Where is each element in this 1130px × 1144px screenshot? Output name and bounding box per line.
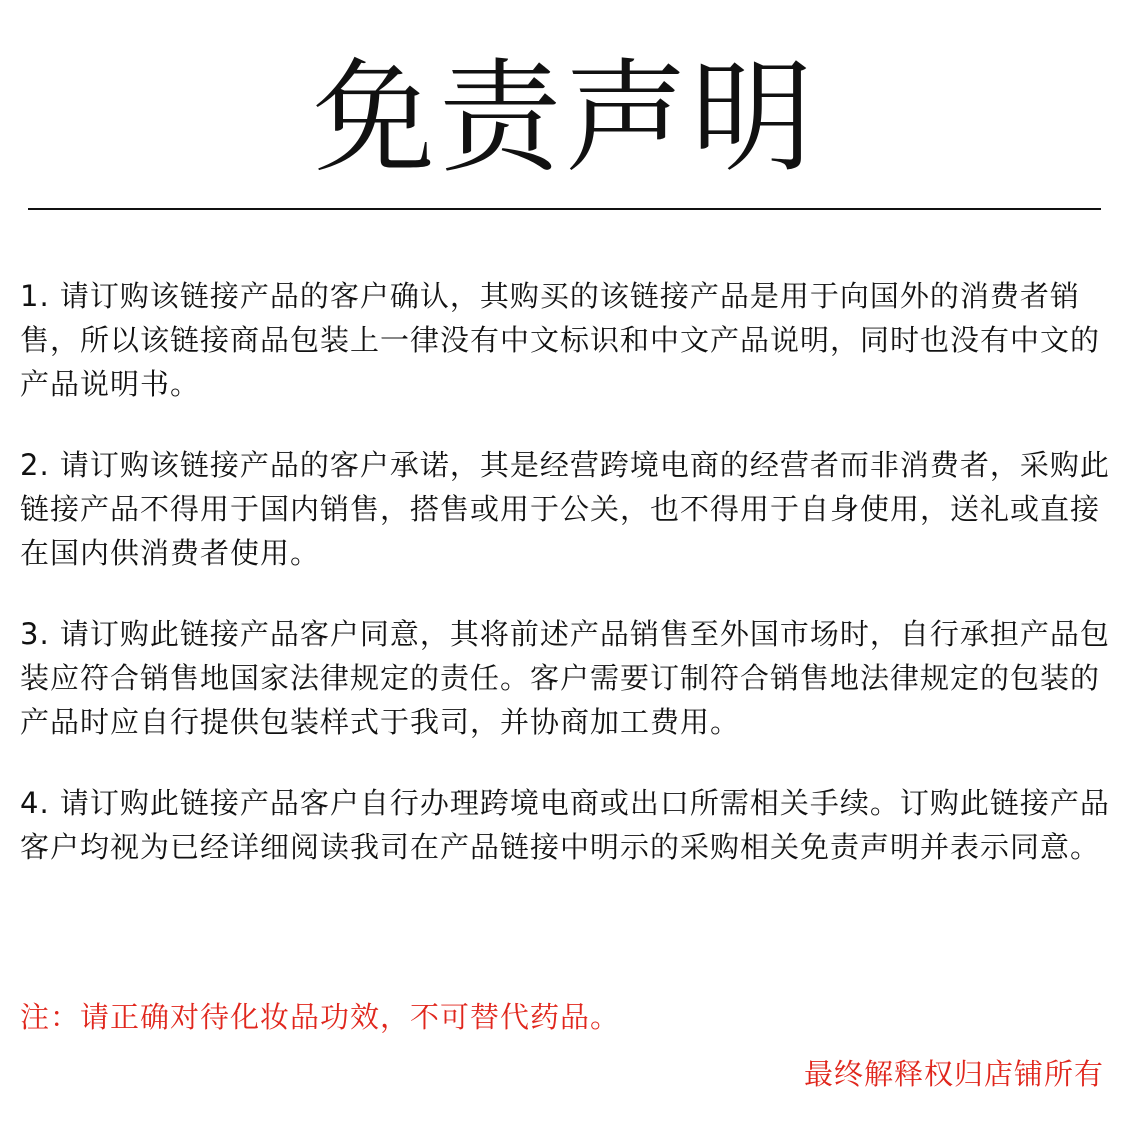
title-divider [28, 208, 1101, 210]
disclaimer-clauses [20, 274, 1112, 906]
final-interpretation-footer: 最终解释权归店铺所有 [803, 1057, 1104, 1091]
clause-2: 2. 请订购该链接产品的客户承诺，其是经营跨境电商的经营者而非消费者，采购此链接产品不得用于国内销售，搭售或用于公关，也不得用于自身使用，送礼或直接在国内供消费者使用。 [20, 448, 1110, 570]
cosmetics-note: 注：请正确对待化妆品功效，不可替代药品。 [20, 1000, 621, 1034]
clause-4: 4. 请订购此链接产品客户自行办理跨境电商或出口所需相关手续。订购此链接产品客户均视为已经详细阅读我司在产品链接中明示的采购相关免责声明并表示同意。 [20, 786, 1110, 864]
clause-3: 3. 请订购此链接产品客户同意，其将前述产品销售至外国市场时，自行承担产品包装应符合销售地国家法律规定的责任。客户需要订制符合销售地法律规定的包装的产品时应自行提供包装样式于我司，并协商加工费用。 [20, 617, 1110, 739]
clause-1: 1. 请订购该链接产品的客户确认，其购买的该链接产品是用于向国外的消费者销售，所以该链接商品包装上一律没有中文标识和中文产品说明，同时也没有中文的产品说明书。 [20, 279, 1101, 401]
page-title: 免责声明 [313, 47, 817, 189]
